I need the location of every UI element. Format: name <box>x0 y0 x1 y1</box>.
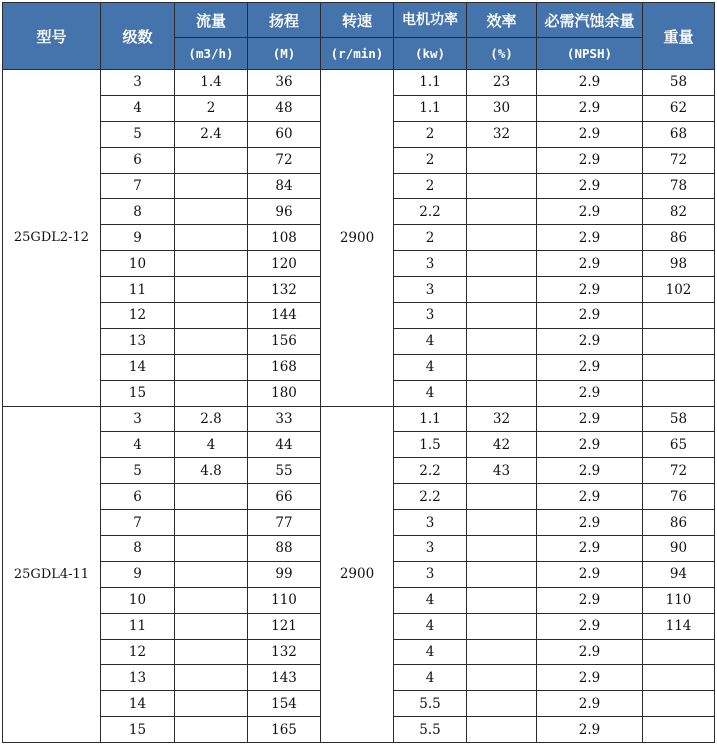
header-npsh: 必需汽蚀余量 <box>537 3 643 38</box>
cell-power: 4 <box>394 639 467 665</box>
cell-flow <box>175 173 248 199</box>
cell-power: 3 <box>394 536 467 562</box>
cell-weight: 98 <box>643 251 715 277</box>
cell-flow: 1.4 <box>175 70 248 96</box>
cell-power: 1.1 <box>394 70 467 96</box>
cell-head: 132 <box>248 639 321 665</box>
cell-flow <box>175 328 248 354</box>
cell-flow: 2.4 <box>175 121 248 147</box>
cell-head: 144 <box>248 303 321 329</box>
cell-head: 55 <box>248 458 321 484</box>
cell-efficiency <box>467 536 537 562</box>
cell-efficiency <box>467 587 537 613</box>
cell-stages: 10 <box>101 587 175 613</box>
cell-head: 99 <box>248 561 321 587</box>
cell-npsh: 2.9 <box>537 484 643 510</box>
header-head: 扬程 <box>248 3 321 38</box>
pump-spec-table <box>2 2 715 743</box>
cell-power: 4 <box>394 665 467 691</box>
cell-head: 108 <box>248 225 321 251</box>
cell-flow <box>175 251 248 277</box>
cell-flow <box>175 147 248 173</box>
cell-efficiency <box>467 354 537 380</box>
cell-npsh: 2.9 <box>537 199 643 225</box>
table-row <box>3 70 715 96</box>
cell-flow <box>175 665 248 691</box>
cell-npsh: 2.9 <box>537 561 643 587</box>
cell-stages: 3 <box>101 406 175 432</box>
cell-head: 44 <box>248 432 321 458</box>
cell-head: 154 <box>248 691 321 717</box>
cell-stages: 14 <box>101 354 175 380</box>
cell-efficiency <box>467 303 537 329</box>
cell-efficiency <box>467 277 537 303</box>
cell-flow <box>175 277 248 303</box>
cell-head: 77 <box>248 510 321 536</box>
cell-head: 36 <box>248 70 321 96</box>
unit-efficiency: (%) <box>467 38 537 70</box>
cell-efficiency <box>467 665 537 691</box>
cell-stages: 7 <box>101 510 175 536</box>
table-header <box>3 3 715 70</box>
cell-flow <box>175 587 248 613</box>
cell-head: 96 <box>248 199 321 225</box>
cell-flow: 2.8 <box>175 406 248 432</box>
cell-stages: 5 <box>101 458 175 484</box>
cell-npsh: 2.9 <box>537 406 643 432</box>
cell-npsh: 2.9 <box>537 587 643 613</box>
cell-weight: 102 <box>643 277 715 303</box>
header-weight: 重量 <box>643 3 715 70</box>
cell-weight: 114 <box>643 613 715 639</box>
cell-stages: 9 <box>101 561 175 587</box>
cell-model: 25GDL2-12 <box>3 70 101 407</box>
cell-power: 4 <box>394 328 467 354</box>
header-flow: 流量 <box>175 3 248 38</box>
cell-weight: 58 <box>643 70 715 96</box>
cell-flow: 4.8 <box>175 458 248 484</box>
cell-weight: 58 <box>643 406 715 432</box>
cell-flow <box>175 354 248 380</box>
cell-stages: 13 <box>101 665 175 691</box>
cell-flow: 2 <box>175 95 248 121</box>
cell-power: 5.5 <box>394 691 467 717</box>
cell-weight: 90 <box>643 536 715 562</box>
cell-power: 4 <box>394 354 467 380</box>
cell-efficiency <box>467 251 537 277</box>
cell-efficiency: 43 <box>467 458 537 484</box>
cell-efficiency: 23 <box>467 70 537 96</box>
cell-weight: 94 <box>643 561 715 587</box>
cell-weight <box>643 639 715 665</box>
unit-speed: (r/min) <box>321 38 394 70</box>
cell-flow: 4 <box>175 432 248 458</box>
cell-npsh: 2.9 <box>537 639 643 665</box>
cell-efficiency: 32 <box>467 121 537 147</box>
cell-weight: 72 <box>643 147 715 173</box>
cell-weight <box>643 328 715 354</box>
cell-power: 1.5 <box>394 432 467 458</box>
cell-speed: 2900 <box>321 70 394 407</box>
cell-npsh: 2.9 <box>537 95 643 121</box>
cell-weight: 76 <box>643 484 715 510</box>
cell-power: 3 <box>394 510 467 536</box>
cell-speed: 2900 <box>321 406 394 743</box>
cell-stages: 13 <box>101 328 175 354</box>
cell-flow <box>175 510 248 536</box>
header-efficiency: 效率 <box>467 3 537 38</box>
cell-stages: 6 <box>101 484 175 510</box>
cell-efficiency <box>467 484 537 510</box>
cell-efficiency: 32 <box>467 406 537 432</box>
cell-head: 168 <box>248 354 321 380</box>
unit-flow: (m3/h) <box>175 38 248 70</box>
cell-stages: 4 <box>101 95 175 121</box>
cell-efficiency <box>467 380 537 406</box>
cell-head: 110 <box>248 587 321 613</box>
cell-efficiency <box>467 639 537 665</box>
cell-flow <box>175 613 248 639</box>
cell-flow <box>175 303 248 329</box>
header-stages: 级数 <box>101 3 175 70</box>
cell-efficiency <box>467 561 537 587</box>
cell-npsh: 2.9 <box>537 536 643 562</box>
cell-weight <box>643 303 715 329</box>
cell-power: 4 <box>394 613 467 639</box>
cell-stages: 9 <box>101 225 175 251</box>
cell-weight <box>643 717 715 743</box>
cell-stages: 8 <box>101 199 175 225</box>
cell-efficiency <box>467 328 537 354</box>
cell-stages: 8 <box>101 536 175 562</box>
cell-npsh: 2.9 <box>537 147 643 173</box>
cell-weight: 110 <box>643 587 715 613</box>
cell-power: 3 <box>394 561 467 587</box>
cell-flow <box>175 225 248 251</box>
cell-efficiency <box>467 613 537 639</box>
cell-efficiency <box>467 199 537 225</box>
cell-stages: 3 <box>101 70 175 96</box>
cell-power: 2 <box>394 173 467 199</box>
cell-efficiency <box>467 717 537 743</box>
cell-npsh: 2.9 <box>537 70 643 96</box>
cell-stages: 15 <box>101 380 175 406</box>
cell-weight: 65 <box>643 432 715 458</box>
cell-weight <box>643 665 715 691</box>
unit-npsh: (NPSH) <box>537 38 643 70</box>
cell-flow <box>175 561 248 587</box>
cell-power: 4 <box>394 587 467 613</box>
cell-weight: 72 <box>643 458 715 484</box>
cell-npsh: 2.9 <box>537 251 643 277</box>
cell-model: 25GDL4-11 <box>3 406 101 743</box>
cell-npsh: 2.9 <box>537 691 643 717</box>
cell-npsh: 2.9 <box>537 225 643 251</box>
cell-weight <box>643 354 715 380</box>
cell-efficiency <box>467 147 537 173</box>
unit-power: (kw) <box>394 38 467 70</box>
cell-weight: 68 <box>643 121 715 147</box>
cell-flow <box>175 536 248 562</box>
cell-head: 121 <box>248 613 321 639</box>
cell-head: 143 <box>248 665 321 691</box>
cell-power: 2.2 <box>394 484 467 510</box>
cell-head: 132 <box>248 277 321 303</box>
unit-head: (M) <box>248 38 321 70</box>
cell-power: 2 <box>394 225 467 251</box>
cell-weight: 86 <box>643 225 715 251</box>
cell-head: 84 <box>248 173 321 199</box>
cell-power: 2.2 <box>394 199 467 225</box>
cell-npsh: 2.9 <box>537 380 643 406</box>
cell-stages: 12 <box>101 303 175 329</box>
cell-npsh: 2.9 <box>537 432 643 458</box>
cell-weight <box>643 380 715 406</box>
cell-weight: 86 <box>643 510 715 536</box>
cell-npsh: 2.9 <box>537 510 643 536</box>
cell-npsh: 2.9 <box>537 665 643 691</box>
table-row <box>3 406 715 432</box>
cell-power: 2.2 <box>394 458 467 484</box>
cell-power: 4 <box>394 380 467 406</box>
cell-weight <box>643 691 715 717</box>
cell-flow <box>175 484 248 510</box>
cell-power: 1.1 <box>394 406 467 432</box>
cell-efficiency <box>467 225 537 251</box>
cell-stages: 5 <box>101 121 175 147</box>
cell-npsh: 2.9 <box>537 458 643 484</box>
cell-power: 3 <box>394 277 467 303</box>
cell-npsh: 2.9 <box>537 354 643 380</box>
cell-head: 88 <box>248 536 321 562</box>
cell-head: 48 <box>248 95 321 121</box>
header-model: 型号 <box>3 3 101 70</box>
cell-stages: 12 <box>101 639 175 665</box>
cell-flow <box>175 717 248 743</box>
cell-efficiency <box>467 691 537 717</box>
cell-stages: 6 <box>101 147 175 173</box>
cell-efficiency <box>467 510 537 536</box>
cell-power: 2 <box>394 121 467 147</box>
cell-head: 180 <box>248 380 321 406</box>
cell-flow <box>175 639 248 665</box>
cell-head: 72 <box>248 147 321 173</box>
cell-power: 3 <box>394 251 467 277</box>
cell-power: 5.5 <box>394 717 467 743</box>
cell-stages: 11 <box>101 613 175 639</box>
cell-npsh: 2.9 <box>537 121 643 147</box>
table-body <box>3 70 715 743</box>
cell-efficiency: 42 <box>467 432 537 458</box>
cell-head: 60 <box>248 121 321 147</box>
cell-npsh: 2.9 <box>537 173 643 199</box>
cell-efficiency <box>467 173 537 199</box>
header-row-names <box>3 3 715 38</box>
cell-npsh: 2.9 <box>537 328 643 354</box>
cell-power: 3 <box>394 303 467 329</box>
cell-stages: 11 <box>101 277 175 303</box>
cell-power: 2 <box>394 147 467 173</box>
cell-flow <box>175 380 248 406</box>
cell-weight: 62 <box>643 95 715 121</box>
cell-stages: 10 <box>101 251 175 277</box>
cell-flow <box>175 691 248 717</box>
cell-stages: 4 <box>101 432 175 458</box>
cell-stages: 7 <box>101 173 175 199</box>
cell-efficiency: 30 <box>467 95 537 121</box>
header-speed: 转速 <box>321 3 394 38</box>
cell-weight: 78 <box>643 173 715 199</box>
cell-stages: 15 <box>101 717 175 743</box>
cell-power: 1.1 <box>394 95 467 121</box>
cell-npsh: 2.9 <box>537 717 643 743</box>
cell-weight: 82 <box>643 199 715 225</box>
cell-head: 33 <box>248 406 321 432</box>
cell-head: 66 <box>248 484 321 510</box>
cell-npsh: 2.9 <box>537 303 643 329</box>
cell-npsh: 2.9 <box>537 277 643 303</box>
cell-head: 156 <box>248 328 321 354</box>
cell-head: 120 <box>248 251 321 277</box>
cell-npsh: 2.9 <box>537 613 643 639</box>
header-power: 电机功率 <box>394 3 467 38</box>
cell-stages: 14 <box>101 691 175 717</box>
cell-head: 165 <box>248 717 321 743</box>
cell-flow <box>175 199 248 225</box>
